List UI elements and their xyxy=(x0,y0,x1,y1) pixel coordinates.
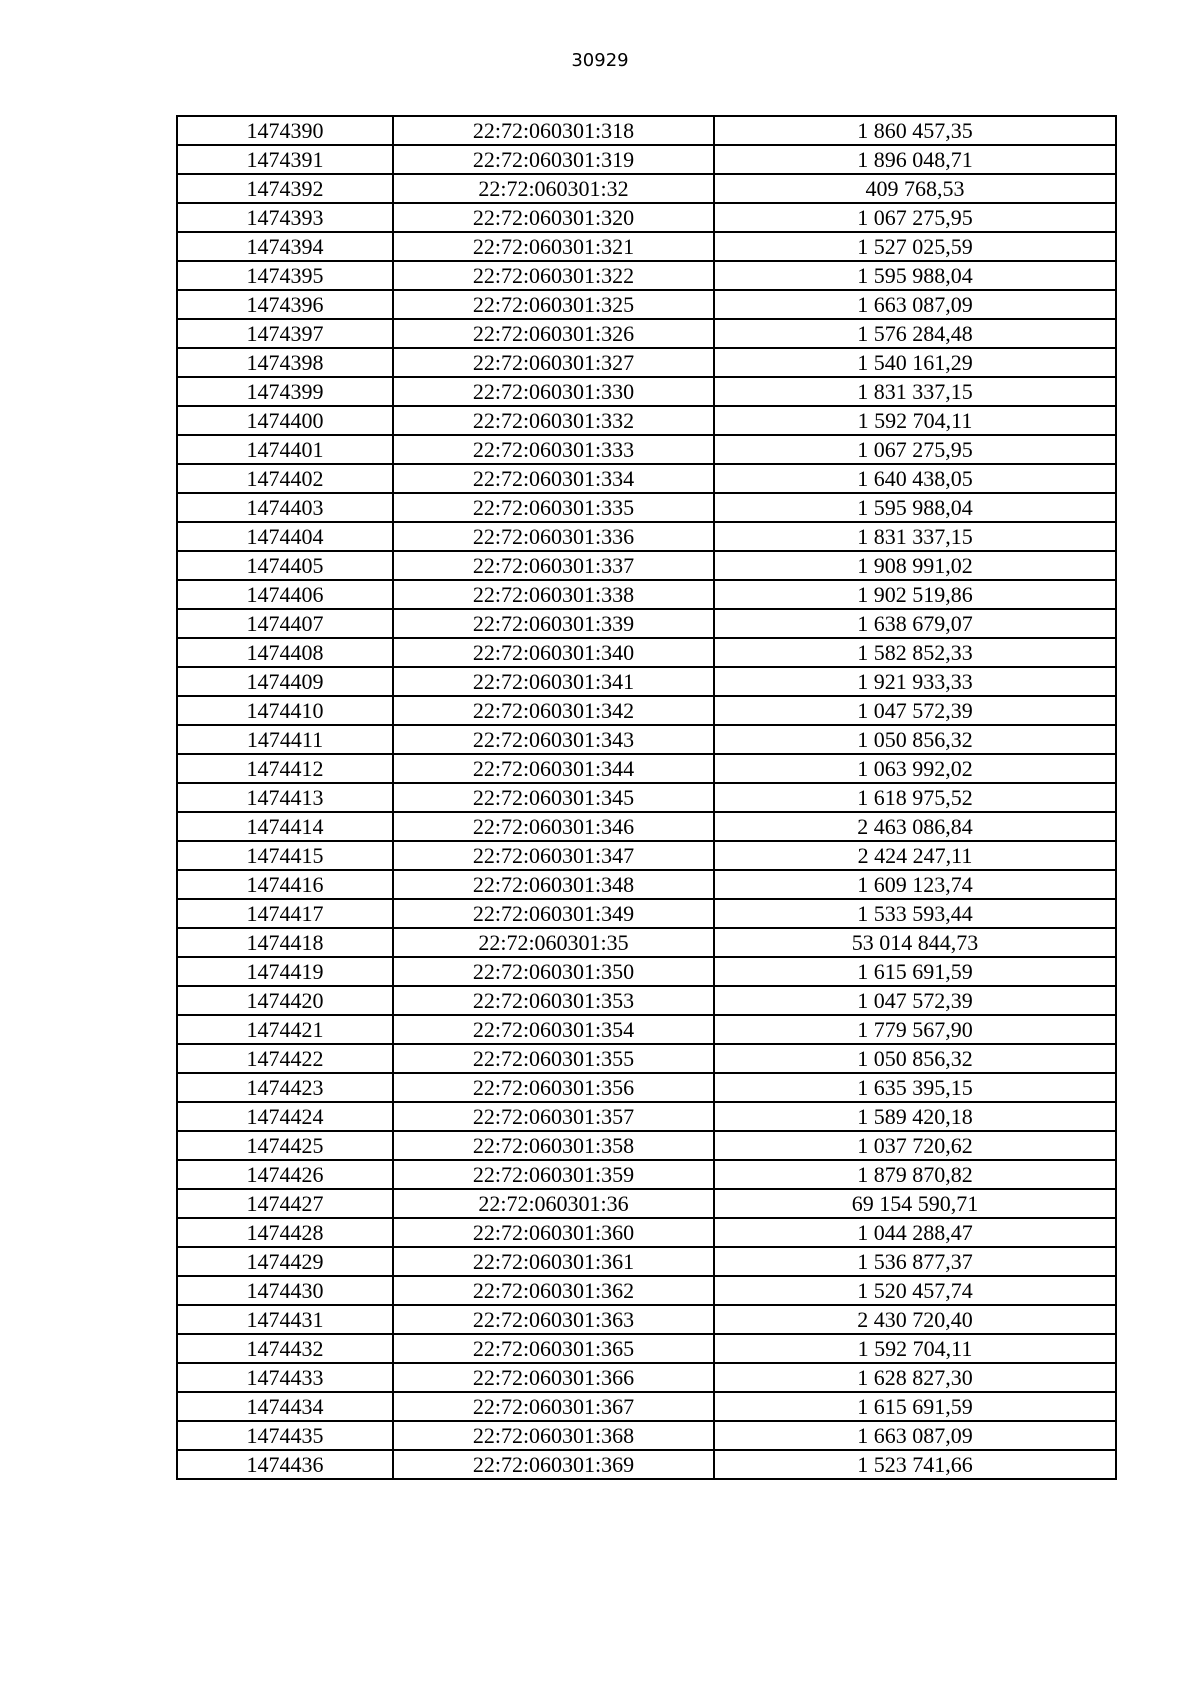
cadastral-value-cell: 1 592 704,11 xyxy=(714,1334,1116,1363)
table-row xyxy=(177,580,1116,609)
record-number-cell: 1474399 xyxy=(177,377,393,406)
table-row xyxy=(177,696,1116,725)
cadastral-number-cell: 22:72:060301:357 xyxy=(393,1102,714,1131)
table-row xyxy=(177,1218,1116,1247)
cadastral-value-cell: 1 047 572,39 xyxy=(714,696,1116,725)
cadastral-number-cell: 22:72:060301:366 xyxy=(393,1363,714,1392)
record-number-cell: 1474394 xyxy=(177,232,393,261)
cadastral-number-cell: 22:72:060301:346 xyxy=(393,812,714,841)
cadastral-value-cell: 1 908 991,02 xyxy=(714,551,1116,580)
record-number-cell: 1474411 xyxy=(177,725,393,754)
cadastral-value-cell: 1 063 992,02 xyxy=(714,754,1116,783)
cadastral-number-cell: 22:72:060301:36 xyxy=(393,1189,714,1218)
cadastral-value-cell: 1 523 741,66 xyxy=(714,1450,1116,1479)
cadastral-value-cell: 1 638 679,07 xyxy=(714,609,1116,638)
cadastral-number-cell: 22:72:060301:356 xyxy=(393,1073,714,1102)
cadastral-value-cell: 1 831 337,15 xyxy=(714,377,1116,406)
cadastral-value-cell: 1 595 988,04 xyxy=(714,261,1116,290)
cadastral-value-cell: 1 582 852,33 xyxy=(714,638,1116,667)
table-row xyxy=(177,1276,1116,1305)
table-row xyxy=(177,986,1116,1015)
cadastral-number-cell: 22:72:060301:344 xyxy=(393,754,714,783)
cadastral-value-cell: 1 037 720,62 xyxy=(714,1131,1116,1160)
cadastral-value-cell: 1 921 933,33 xyxy=(714,667,1116,696)
cadastral-number-cell: 22:72:060301:321 xyxy=(393,232,714,261)
table-row xyxy=(177,1073,1116,1102)
table-row xyxy=(177,116,1116,145)
table-row xyxy=(177,928,1116,957)
table-row xyxy=(177,435,1116,464)
table-body xyxy=(177,116,1116,1479)
cadastral-value-table xyxy=(176,115,1117,1480)
cadastral-number-cell: 22:72:060301:358 xyxy=(393,1131,714,1160)
cadastral-value-cell: 1 050 856,32 xyxy=(714,1044,1116,1073)
cadastral-number-cell: 22:72:060301:35 xyxy=(393,928,714,957)
record-number-cell: 1474395 xyxy=(177,261,393,290)
record-number-cell: 1474431 xyxy=(177,1305,393,1334)
table-row xyxy=(177,551,1116,580)
table-row xyxy=(177,1421,1116,1450)
table-row xyxy=(177,725,1116,754)
record-number-cell: 1474407 xyxy=(177,609,393,638)
cadastral-number-cell: 22:72:060301:340 xyxy=(393,638,714,667)
table-row xyxy=(177,493,1116,522)
record-number-cell: 1474426 xyxy=(177,1160,393,1189)
record-number-cell: 1474400 xyxy=(177,406,393,435)
table-row xyxy=(177,1102,1116,1131)
record-number-cell: 1474414 xyxy=(177,812,393,841)
cadastral-number-cell: 22:72:060301:369 xyxy=(393,1450,714,1479)
record-number-cell: 1474435 xyxy=(177,1421,393,1450)
record-number-cell: 1474397 xyxy=(177,319,393,348)
record-number-cell: 1474423 xyxy=(177,1073,393,1102)
cadastral-value-cell: 1 067 275,95 xyxy=(714,203,1116,232)
cadastral-number-cell: 22:72:060301:337 xyxy=(393,551,714,580)
cadastral-number-cell: 22:72:060301:327 xyxy=(393,348,714,377)
cadastral-value-cell: 2 430 720,40 xyxy=(714,1305,1116,1334)
cadastral-value-cell: 2 463 086,84 xyxy=(714,812,1116,841)
record-number-cell: 1474410 xyxy=(177,696,393,725)
table-row xyxy=(177,522,1116,551)
record-number-cell: 1474409 xyxy=(177,667,393,696)
cadastral-value-cell: 1 527 025,59 xyxy=(714,232,1116,261)
table-row xyxy=(177,174,1116,203)
cadastral-number-cell: 22:72:060301:333 xyxy=(393,435,714,464)
record-number-cell: 1474421 xyxy=(177,1015,393,1044)
cadastral-number-cell: 22:72:060301:326 xyxy=(393,319,714,348)
cadastral-value-cell: 1 635 395,15 xyxy=(714,1073,1116,1102)
table-row xyxy=(177,261,1116,290)
table-row xyxy=(177,841,1116,870)
cadastral-number-cell: 22:72:060301:319 xyxy=(393,145,714,174)
table-row xyxy=(177,203,1116,232)
cadastral-number-cell: 22:72:060301:362 xyxy=(393,1276,714,1305)
record-number-cell: 1474402 xyxy=(177,464,393,493)
cadastral-number-cell: 22:72:060301:359 xyxy=(393,1160,714,1189)
cadastral-number-cell: 22:72:060301:355 xyxy=(393,1044,714,1073)
cadastral-value-cell: 1 615 691,59 xyxy=(714,1392,1116,1421)
record-number-cell: 1474424 xyxy=(177,1102,393,1131)
cadastral-number-cell: 22:72:060301:341 xyxy=(393,667,714,696)
record-number-cell: 1474430 xyxy=(177,1276,393,1305)
table-row xyxy=(177,1334,1116,1363)
cadastral-value-cell: 53 014 844,73 xyxy=(714,928,1116,957)
record-number-cell: 1474416 xyxy=(177,870,393,899)
table-row xyxy=(177,319,1116,348)
cadastral-number-cell: 22:72:060301:353 xyxy=(393,986,714,1015)
cadastral-number-cell: 22:72:060301:322 xyxy=(393,261,714,290)
cadastral-number-cell: 22:72:060301:336 xyxy=(393,522,714,551)
cadastral-value-cell: 1 044 288,47 xyxy=(714,1218,1116,1247)
record-number-cell: 1474425 xyxy=(177,1131,393,1160)
table-row xyxy=(177,145,1116,174)
cadastral-value-cell: 1 520 457,74 xyxy=(714,1276,1116,1305)
record-number-cell: 1474392 xyxy=(177,174,393,203)
record-number-cell: 1474419 xyxy=(177,957,393,986)
record-number-cell: 1474420 xyxy=(177,986,393,1015)
cadastral-value-cell: 1 896 048,71 xyxy=(714,145,1116,174)
table-row xyxy=(177,783,1116,812)
cadastral-number-cell: 22:72:060301:354 xyxy=(393,1015,714,1044)
cadastral-number-cell: 22:72:060301:360 xyxy=(393,1218,714,1247)
cadastral-value-cell: 1 779 567,90 xyxy=(714,1015,1116,1044)
table-row xyxy=(177,957,1116,986)
record-number-cell: 1474432 xyxy=(177,1334,393,1363)
table-row xyxy=(177,870,1116,899)
cadastral-value-cell: 1 067 275,95 xyxy=(714,435,1116,464)
cadastral-value-cell: 1 047 572,39 xyxy=(714,986,1116,1015)
cadastral-number-cell: 22:72:060301:342 xyxy=(393,696,714,725)
table-row xyxy=(177,609,1116,638)
cadastral-number-cell: 22:72:060301:363 xyxy=(393,1305,714,1334)
record-number-cell: 1474417 xyxy=(177,899,393,928)
cadastral-number-cell: 22:72:060301:345 xyxy=(393,783,714,812)
page-number: 30929 xyxy=(571,50,629,71)
cadastral-value-cell: 1 536 877,37 xyxy=(714,1247,1116,1276)
record-number-cell: 1474415 xyxy=(177,841,393,870)
record-number-cell: 1474403 xyxy=(177,493,393,522)
table-row xyxy=(177,348,1116,377)
record-number-cell: 1474429 xyxy=(177,1247,393,1276)
cadastral-number-cell: 22:72:060301:335 xyxy=(393,493,714,522)
cadastral-value-cell: 1 860 457,35 xyxy=(714,116,1116,145)
cadastral-value-cell: 1 663 087,09 xyxy=(714,290,1116,319)
cadastral-number-cell: 22:72:060301:339 xyxy=(393,609,714,638)
cadastral-value-cell: 1 540 161,29 xyxy=(714,348,1116,377)
cadastral-value-cell: 1 589 420,18 xyxy=(714,1102,1116,1131)
record-number-cell: 1474418 xyxy=(177,928,393,957)
table-row xyxy=(177,377,1116,406)
record-number-cell: 1474433 xyxy=(177,1363,393,1392)
cadastral-number-cell: 22:72:060301:361 xyxy=(393,1247,714,1276)
cadastral-value-cell: 1 640 438,05 xyxy=(714,464,1116,493)
table-row xyxy=(177,899,1116,928)
cadastral-number-cell: 22:72:060301:330 xyxy=(393,377,714,406)
cadastral-number-cell: 22:72:060301:320 xyxy=(393,203,714,232)
cadastral-number-cell: 22:72:060301:367 xyxy=(393,1392,714,1421)
record-number-cell: 1474427 xyxy=(177,1189,393,1218)
cadastral-value-cell: 1 831 337,15 xyxy=(714,522,1116,551)
table-row xyxy=(177,1392,1116,1421)
record-number-cell: 1474412 xyxy=(177,754,393,783)
cadastral-number-cell: 22:72:060301:349 xyxy=(393,899,714,928)
record-number-cell: 1474434 xyxy=(177,1392,393,1421)
table-row xyxy=(177,1044,1116,1073)
cadastral-value-cell: 1 618 975,52 xyxy=(714,783,1116,812)
cadastral-value-cell: 1 609 123,74 xyxy=(714,870,1116,899)
cadastral-value-cell: 1 050 856,32 xyxy=(714,725,1116,754)
record-number-cell: 1474428 xyxy=(177,1218,393,1247)
cadastral-value-cell: 1 628 827,30 xyxy=(714,1363,1116,1392)
table-row xyxy=(177,406,1116,435)
cadastral-number-cell: 22:72:060301:365 xyxy=(393,1334,714,1363)
cadastral-number-cell: 22:72:060301:32 xyxy=(393,174,714,203)
record-number-cell: 1474391 xyxy=(177,145,393,174)
table-row xyxy=(177,1363,1116,1392)
cadastral-number-cell: 22:72:060301:347 xyxy=(393,841,714,870)
table-row xyxy=(177,1131,1116,1160)
cadastral-value-cell: 409 768,53 xyxy=(714,174,1116,203)
cadastral-value-cell: 1 902 519,86 xyxy=(714,580,1116,609)
record-number-cell: 1474408 xyxy=(177,638,393,667)
cadastral-value-cell: 2 424 247,11 xyxy=(714,841,1116,870)
record-number-cell: 1474404 xyxy=(177,522,393,551)
cadastral-value-cell: 1 663 087,09 xyxy=(714,1421,1116,1450)
table-row xyxy=(177,232,1116,261)
cadastral-value-cell: 1 576 284,48 xyxy=(714,319,1116,348)
record-number-cell: 1474393 xyxy=(177,203,393,232)
table-row xyxy=(177,754,1116,783)
cadastral-number-cell: 22:72:060301:350 xyxy=(393,957,714,986)
table-row xyxy=(177,464,1116,493)
cadastral-number-cell: 22:72:060301:348 xyxy=(393,870,714,899)
record-number-cell: 1474413 xyxy=(177,783,393,812)
cadastral-value-cell: 1 615 691,59 xyxy=(714,957,1116,986)
cadastral-value-cell: 1 595 988,04 xyxy=(714,493,1116,522)
table-row xyxy=(177,290,1116,319)
record-number-cell: 1474406 xyxy=(177,580,393,609)
record-number-cell: 1474405 xyxy=(177,551,393,580)
table-row xyxy=(177,638,1116,667)
cadastral-number-cell: 22:72:060301:334 xyxy=(393,464,714,493)
cadastral-value-cell: 1 533 593,44 xyxy=(714,899,1116,928)
cadastral-number-cell: 22:72:060301:368 xyxy=(393,1421,714,1450)
table-row xyxy=(177,1189,1116,1218)
record-number-cell: 1474396 xyxy=(177,290,393,319)
table-row xyxy=(177,1450,1116,1479)
cadastral-value-cell: 1 592 704,11 xyxy=(714,406,1116,435)
cadastral-value-cell: 1 879 870,82 xyxy=(714,1160,1116,1189)
cadastral-number-cell: 22:72:060301:332 xyxy=(393,406,714,435)
record-number-cell: 1474401 xyxy=(177,435,393,464)
table-row xyxy=(177,1247,1116,1276)
table-row xyxy=(177,812,1116,841)
table-row xyxy=(177,667,1116,696)
record-number-cell: 1474398 xyxy=(177,348,393,377)
cadastral-number-cell: 22:72:060301:318 xyxy=(393,116,714,145)
cadastral-number-cell: 22:72:060301:325 xyxy=(393,290,714,319)
record-number-cell: 1474422 xyxy=(177,1044,393,1073)
record-number-cell: 1474436 xyxy=(177,1450,393,1479)
table-row xyxy=(177,1305,1116,1334)
cadastral-number-cell: 22:72:060301:338 xyxy=(393,580,714,609)
table-row xyxy=(177,1160,1116,1189)
record-number-cell: 1474390 xyxy=(177,116,393,145)
table-row xyxy=(177,1015,1116,1044)
cadastral-number-cell: 22:72:060301:343 xyxy=(393,725,714,754)
cadastral-value-cell: 69 154 590,71 xyxy=(714,1189,1116,1218)
